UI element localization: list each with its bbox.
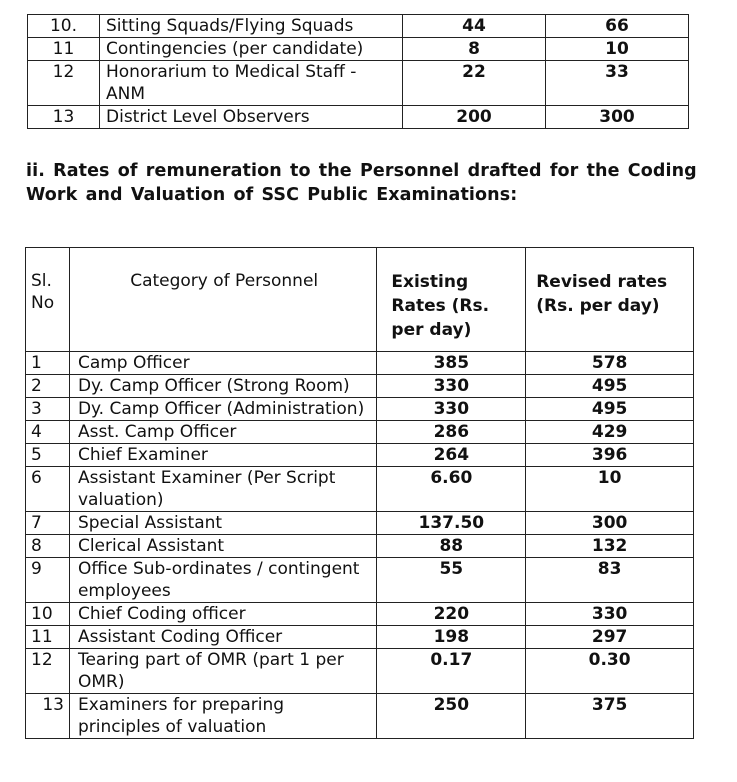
sl-cell: 12 (28, 61, 100, 106)
category-cell: Assistant Examiner (Per Script valuation) (69, 467, 376, 512)
sl-cell: 2 (26, 375, 70, 398)
revised-cell: 83 (526, 558, 694, 603)
revised-cell: 300 (546, 106, 689, 129)
revised-cell: 495 (526, 398, 694, 421)
table-row (26, 467, 694, 512)
table-row (28, 106, 689, 129)
existing-cell: 385 (377, 352, 526, 375)
category-cell: Asst. Camp Officer (69, 421, 376, 444)
category-cell: Assistant Coding Officer (69, 626, 376, 649)
revised-cell: 297 (526, 626, 694, 649)
existing-cell: 330 (377, 375, 526, 398)
revised-cell: 33 (546, 61, 689, 106)
table-row (26, 603, 694, 626)
sl-cell: 5 (26, 444, 70, 467)
revised-cell: 0.30 (526, 649, 694, 694)
category-cell: Examiners for preparing principles of valuation (69, 694, 376, 739)
category-cell: Clerical Assistant (69, 535, 376, 558)
sl-cell: 7 (26, 512, 70, 535)
sl-cell: 1 (26, 352, 70, 375)
sl-cell: 13 (28, 106, 100, 129)
revised-cell: 578 (526, 352, 694, 375)
remuneration-table (25, 247, 694, 739)
existing-cell: 264 (377, 444, 526, 467)
category-cell: Chief Examiner (69, 444, 376, 467)
category-cell: Honorarium to Medical Staff - ANM (100, 61, 403, 106)
revised-cell: 396 (526, 444, 694, 467)
existing-cell: 0.17 (377, 649, 526, 694)
header-revised: Revised rates (Rs. per day) (526, 248, 694, 352)
table-header-row (26, 248, 694, 352)
sl-cell: 10 (26, 603, 70, 626)
existing-cell: 200 (403, 106, 546, 129)
revised-cell: 132 (526, 535, 694, 558)
table-row (28, 38, 689, 61)
category-cell: Chief Coding officer (69, 603, 376, 626)
top-rates-table (27, 14, 689, 129)
sl-cell: 11 (28, 38, 100, 61)
sl-cell: 13 (26, 694, 70, 739)
revised-cell: 300 (526, 512, 694, 535)
existing-cell: 330 (377, 398, 526, 421)
section-heading: ii. Rates of remuneration to the Personnel drafted for the Coding Work and Valuation of SSC Public Examinations: (26, 161, 697, 205)
revised-cell: 66 (546, 15, 689, 38)
table-row (26, 626, 694, 649)
category-cell: Dy. Camp Officer (Strong Room) (69, 375, 376, 398)
existing-cell: 88 (377, 535, 526, 558)
table-row (28, 15, 689, 38)
table-row (26, 694, 694, 739)
header-existing: Existing Rates (Rs. per day) (377, 248, 526, 352)
revised-cell: 375 (526, 694, 694, 739)
category-cell: Dy. Camp Officer (Administration) (69, 398, 376, 421)
table-row (28, 61, 689, 106)
table-row (26, 535, 694, 558)
existing-cell: 198 (377, 626, 526, 649)
sl-cell: 4 (26, 421, 70, 444)
table-row (26, 512, 694, 535)
sl-cell: 6 (26, 467, 70, 512)
category-cell: Tearing part of OMR (part 1 per OMR) (69, 649, 376, 694)
sl-cell: 11 (26, 626, 70, 649)
existing-cell: 220 (377, 603, 526, 626)
revised-cell: 330 (526, 603, 694, 626)
existing-cell: 22 (403, 61, 546, 106)
category-cell: Camp Officer (69, 352, 376, 375)
existing-cell: 250 (377, 694, 526, 739)
sl-cell: 9 (26, 558, 70, 603)
table-row (26, 398, 694, 421)
table-row (26, 444, 694, 467)
header-category: Category of Personnel (69, 248, 376, 352)
sl-cell: 12 (26, 649, 70, 694)
revised-cell: 10 (546, 38, 689, 61)
category-cell: Special Assistant (69, 512, 376, 535)
table-row (26, 375, 694, 398)
sl-cell: 3 (26, 398, 70, 421)
sl-cell: 8 (26, 535, 70, 558)
revised-cell: 10 (526, 467, 694, 512)
category-cell: Sitting Squads/Flying Squads (100, 15, 403, 38)
existing-cell: 6.60 (377, 467, 526, 512)
table-row (26, 352, 694, 375)
table-row (26, 649, 694, 694)
category-cell: Office Sub-ordinates / contingent employees (69, 558, 376, 603)
header-sl: Sl. No (26, 248, 70, 352)
existing-cell: 8 (403, 38, 546, 61)
existing-cell: 44 (403, 15, 546, 38)
existing-cell: 137.50 (377, 512, 526, 535)
category-cell: District Level Observers (100, 106, 403, 129)
existing-cell: 55 (377, 558, 526, 603)
existing-cell: 286 (377, 421, 526, 444)
table-row (26, 421, 694, 444)
sl-cell: 10. (28, 15, 100, 38)
table-row (26, 558, 694, 603)
revised-cell: 429 (526, 421, 694, 444)
category-cell: Contingencies (per candidate) (100, 38, 403, 61)
revised-cell: 495 (526, 375, 694, 398)
